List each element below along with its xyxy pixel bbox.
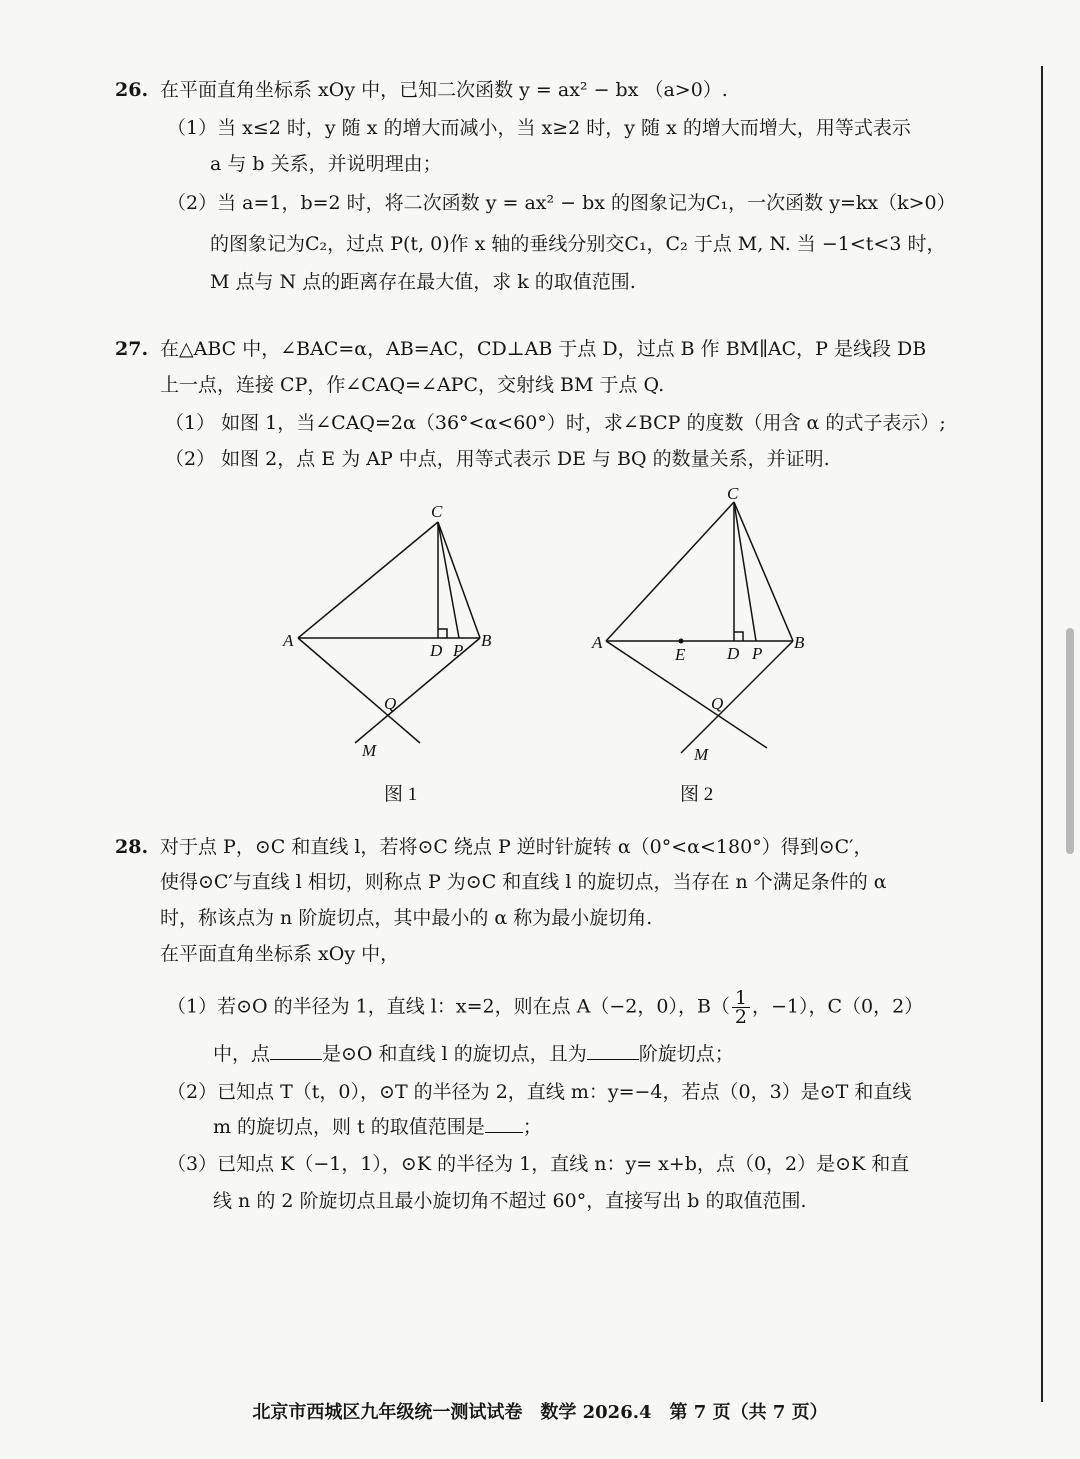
answer-blank-point[interactable] bbox=[270, 1041, 322, 1060]
figure-2 bbox=[606, 502, 793, 753]
fig1-label-p: P bbox=[453, 641, 464, 660]
fig2-label-q: Q bbox=[711, 694, 724, 713]
part-3-line-2: 线 n 的 2 阶旋切点且最小旋切角不超过 60°，直接写出 b 的取值范围. bbox=[213, 1190, 807, 1212]
part-1-line-2-text-a: 中，点 bbox=[213, 1043, 271, 1065]
fig1-label-a: A bbox=[283, 631, 294, 650]
question-number: 27. bbox=[115, 338, 149, 360]
fig2-label-c: C bbox=[727, 484, 739, 503]
fig2-point-e bbox=[679, 639, 684, 644]
fraction-one-half bbox=[732, 989, 750, 1026]
part-2-line-2-text-a: m 的旋切点，则 t 的取值范围是 bbox=[213, 1116, 485, 1138]
geometry-figures bbox=[270, 478, 830, 808]
figures-svg bbox=[270, 478, 830, 808]
fig1-right-angle-mark bbox=[438, 629, 447, 638]
fig1-label-q: Q bbox=[384, 694, 397, 713]
fig1-label-b: B bbox=[481, 631, 492, 650]
fig1-segment-aq bbox=[298, 638, 420, 743]
page-footer: 北京市西城区九年级统一测试试卷 数学 2026.4 第 7 页（共 7 页） bbox=[252, 1402, 828, 1423]
part-2-line-2 bbox=[213, 1114, 542, 1140]
figure-1-labels bbox=[282, 502, 492, 805]
fig1-label-m: M bbox=[362, 741, 377, 760]
scrollbar-thumb[interactable] bbox=[1066, 628, 1074, 854]
fig1-label-c: C bbox=[431, 502, 443, 521]
figure-2-labels bbox=[591, 484, 805, 805]
fig1-segment-cb bbox=[438, 522, 480, 638]
fig1-label-d: D bbox=[430, 641, 443, 660]
question-stem-line-1: 对于点 P，⊙C 和直线 l，若将⊙C 绕点 P 逆时针旋转 α（0°<α<180°）得到⊙C′， bbox=[160, 836, 873, 858]
fig2-caption: 图 2 bbox=[680, 784, 714, 805]
fig2-segment-cp bbox=[734, 502, 756, 641]
question-stem-line-2: 使得⊙C′与直线 l 相切，则称点 P 为⊙C 和直线 l 的旋切点，当存在 n 个满足条件的 α bbox=[160, 871, 887, 893]
part-1-line-1 bbox=[167, 989, 923, 1026]
question-stem-line-2: 上一点，连接 CP，作∠CAQ=∠APC，交射线 BM 于点 Q. bbox=[160, 374, 665, 396]
fig2-label-m: M bbox=[694, 745, 709, 764]
question-stem-line-3: 时，称该点为 n 阶旋切点，其中最小的 α 称为最小旋切角. bbox=[160, 907, 653, 929]
part-2-line-1: （2）当 a=1，b=2 时，将二次函数 y = ax² − bx 的图象记为C₁，一次函数 y=kx（k>0） bbox=[167, 192, 956, 214]
fig2-label-a: A bbox=[592, 633, 603, 652]
part-2: （2） 如图 2，点 E 为 AP 中点，用等式表示 DE 与 BQ 的数量关系，并证明. bbox=[165, 448, 830, 470]
fig2-segment-ac bbox=[606, 502, 734, 641]
part-1-line-2 bbox=[213, 1041, 734, 1067]
part-1-line-2-text-b: 是⊙O 和直线 l 的旋切点，且为 bbox=[322, 1043, 587, 1065]
part-2-line-2: 的图象记为C₂，过点 P(t, 0)作 x 轴的垂线分别交C₁，C₂ 于点 M, N. 当 −1<t<3 时， bbox=[210, 233, 946, 255]
fig1-segment-ac bbox=[298, 522, 438, 638]
fig2-label-b: B bbox=[794, 633, 805, 652]
question-stem: 在平面直角坐标系 xOy 中，已知二次函数 y = ax² − bx （a>0）. bbox=[160, 79, 728, 101]
fig2-label-e: E bbox=[675, 645, 686, 664]
fig1-segment-cp bbox=[438, 522, 459, 638]
part-1-line-2-text-c: 阶旋切点； bbox=[638, 1043, 734, 1065]
fig1-caption: 图 1 bbox=[384, 784, 418, 805]
question-number: 26. bbox=[115, 79, 149, 101]
fig2-label-d: D bbox=[727, 644, 740, 663]
part-2-line-3: M 点与 N 点的距离存在最大值，求 k 的取值范围. bbox=[210, 271, 636, 293]
fraction-numerator: 1 bbox=[732, 989, 750, 1008]
fig2-segment-aq bbox=[606, 641, 767, 748]
fig2-right-angle-mark bbox=[734, 632, 743, 641]
part-2-line-2-text-b: ； bbox=[522, 1116, 542, 1138]
question-stem-line-4: 在平面直角坐标系 xOy 中， bbox=[160, 943, 400, 965]
answer-blank-order[interactable] bbox=[587, 1041, 639, 1060]
fig2-label-p: P bbox=[752, 644, 763, 663]
part-1-text-a: （1）若⊙O 的半径为 1，直线 l：x=2，则在点 A（−2，0），B（ bbox=[167, 995, 730, 1018]
question-stem-line-1: 在△ABC 中，∠BAC=α，AB=AC，CD⊥AB 于点 D，过点 B 作 BM∥AC，P 是线段 DB bbox=[160, 338, 927, 360]
page-border-line bbox=[1041, 66, 1043, 1402]
part-3-line-1: （3）已知点 K（−1，1），⊙K 的半径为 1，直线 n：y= x+b，点（0，2）是⊙K 和直 bbox=[167, 1153, 910, 1175]
fig2-segment-cb bbox=[734, 502, 793, 641]
answer-blank-t-range[interactable] bbox=[485, 1114, 523, 1133]
fraction-denominator: 2 bbox=[734, 1006, 748, 1028]
part-2-line-1: （2）已知点 T（t，0），⊙T 的半径为 2，直线 m：y=−4，若点（0，3）是⊙T 和直线 bbox=[167, 1081, 912, 1103]
part-1-line-1: （1）当 x≤2 时，y 随 x 的增大而减小，当 x≥2 时，y 随 x 的增大而增大，用等式表示 bbox=[167, 117, 911, 139]
part-1-line-2: a 与 b 关系，并说明理由； bbox=[210, 153, 442, 175]
part-1: （1） 如图 1，当∠CAQ=2α（36°<α<60°）时，求∠BCP 的度数（用含 α 的式子表示）; bbox=[165, 412, 946, 434]
part-1-text-b: ，−1），C（0，2） bbox=[752, 995, 924, 1018]
question-number: 28. bbox=[115, 836, 149, 858]
